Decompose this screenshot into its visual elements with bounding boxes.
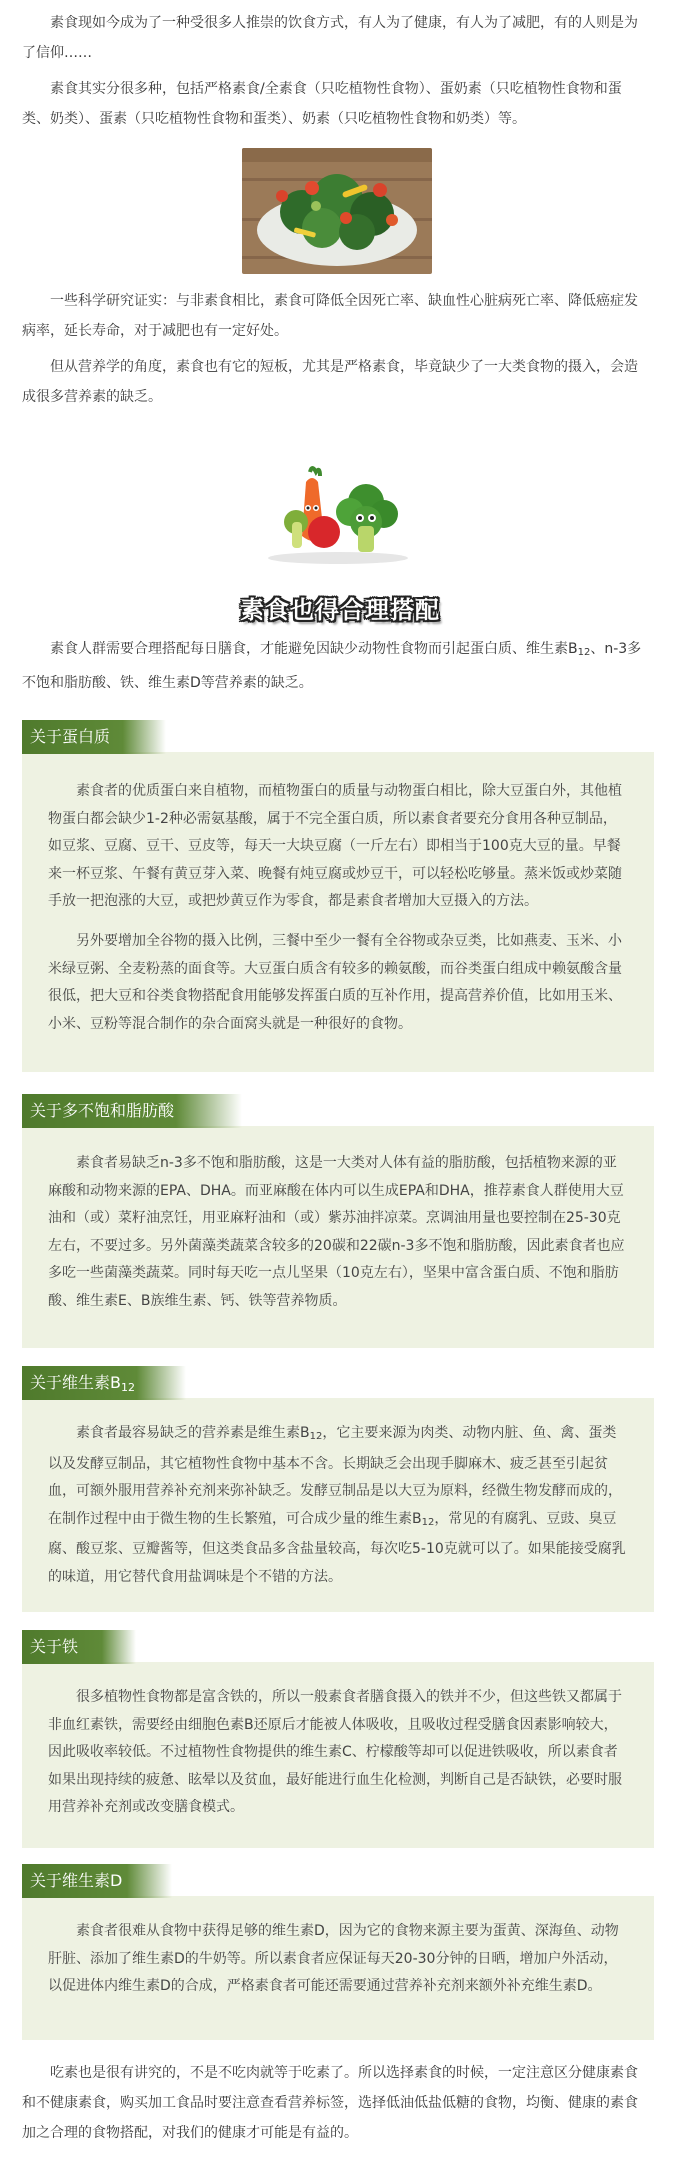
protein-paragraph-1: 素食者的优质蛋白来自植物，而植物蛋白的质量与动物蛋白相比，除大豆蛋白外，其他植物蛋白都会缺少1-2种必需氨基酸，属于不完全蛋白质，所以素食者要充分食用各种豆制品，如豆浆、豆腐、豆干、豆皮等，每天一大块豆腐（一斤左右）即相当于100克大豆的量。早餐来一杯豆浆、午餐有黄豆芽入菜、晚餐有炖豆腐或炒豆干，可以轻松吃够量。蒸米饭或炒菜随手放一把泡涨的大豆，或把炒黄豆作为零食，都是素食者增加大豆摄入的方法。 [48, 783, 622, 909]
cartoon-vegetables-image [254, 462, 420, 566]
closing-paragraph: 吃素也是很有讲究的，不是不吃肉就等于吃素了。所以选择素食的时候，一定注意区分健康素食和不健康素食，购买加工食品时要注意查看营养标签，选择低油低盐低糖的食物，均衡、健康的素食加之合理的食物搭配，对我们的健康才可能是有益的。 [22, 2065, 638, 2141]
vitamin-b12-paragraph: 素食者最容易缺乏的营养素是维生素$B_{12}$，它主要来源为肉类、动物内脏、鱼、禽、蛋类以及发酵豆制品，其它植物性食物中基本不含。长期缺乏会出现手脚麻木、疲乏甚至引起贫血，可额外服用营养补充剂来弥补缺乏。发酵豆制品是以大豆为原料，经微生物发酵而成的，在制作过程中由于微生物的生长繁殖，可合成少量的维生素$B_{12}$，常见的有腐乳、豆豉、臭豆腐、酸豆浆、豆瓣酱等，但这类食品多含盐量较高，每次吃5-10克就可以了。如果能接受腐乳的味道，用它替代食用盐调味是个不错的方法。 [48, 1425, 626, 1585]
iron-tag: 关于铁 [22, 1630, 136, 1664]
intro-paragraph-2: 素食其实分很多种，包括严格素食/全素食（只吃植物性食物）、蛋奶素（只吃植物性食物和蛋类、奶类）、蛋素（只吃植物性食物和蛋类）、奶素（只吃植物性食物和奶类）等。 [22, 81, 622, 127]
salad-illustration [242, 148, 432, 274]
heading-paragraph: 素食人群需要合理搭配每日膳食，才能避免因缺少动物性食物而引起蛋白质、维生素$B_{12}$、n-3多不饱和脂肪酸、铁、维生素D等营养素的缺乏。 [22, 641, 642, 691]
vitamin-d-tag: 关于维生素D [22, 1864, 172, 1898]
intro-paragraph-4: 但从营养学的角度，素食也有它的短板，尤其是严格素食，毕竟缺少了一大类食物的摄入，会造成很多营养素的缺乏。 [22, 359, 638, 405]
protein-tag: 关于蛋白质 [22, 720, 166, 754]
vitamin-d-paragraph: 素食者很难从食物中获得足够的维生素D，因为它的食物来源主要为蛋黄、深海鱼、动物肝脏、添加了维生素D的牛奶等。所以素食者应保证每天20-30分钟的日晒，增加户外活动，以促进体内维生素D的合成，严格素食者可能还需要通过营养补充剂来额外补充维生素D。 [48, 1923, 619, 1994]
cartoon-vegetables-illustration [254, 462, 420, 566]
fatty-acid-tag: 关于多不饱和脂肪酸 [22, 1094, 242, 1128]
fatty-acid-paragraph: 素食者易缺乏n-3多不饱和脂肪酸，这是一大类对人体有益的脂肪酸，包括植物来源的亚麻酸和动物来源的EPA、DHA。而亚麻酸在体内可以生成EPA和DHA，推荐素食人群使用大豆油和（或）菜籽油烹饪，用亚麻籽油和（或）紫苏油拌凉菜。烹调油用量也要控制在25-30克左右，不要过多。另外菌藻类蔬菜含较多的20碳和22碳n-3多不饱和脂肪酸，因此素食者也应多吃一些菌藻类蔬菜。同时每天吃一点儿坚果（10克左右），坚果中富含蛋白质、不饱和脂肪酸、维生素E、B族维生素、钙、铁等营养物质。 [48, 1155, 625, 1309]
iron-paragraph: 很多植物性食物都是富含铁的，所以一般素食者膳食摄入的铁并不少，但这些铁又都属于非血红素铁，需要经由细胞色素B还原后才能被人体吸收，且吸收过程受膳食因素影响较大，因此吸收率较低。不过植物性食物提供的维生素C、柠檬酸等却可以促进铁吸收，所以素食者如果出现持续的疲惫、眩晕以及贫血，最好能进行血生化检测，判断自己是否缺铁，必要时服用营养补充剂或改变膳食模式。 [48, 1689, 622, 1815]
intro-paragraph-1: 素食现如今成为了一种受很多人推崇的饮食方式，有人为了健康，有人为了减肥，有的人则是为了信仰…… [22, 15, 638, 61]
vitamin-b12-tag: 关于维生素$B_{12}$ [22, 1366, 186, 1400]
vegetable-salad-photo [242, 148, 432, 274]
protein-paragraph-2: 另外要增加全谷物的摄入比例，三餐中至少一餐有全谷物或杂豆类，比如燕麦、玉米、小米绿豆粥、全麦粉蒸的面食等。大豆蛋白质含有较多的赖氨酸，而谷类蛋白组成中赖氨酸含量很低，把大豆和谷类食物搭配食用能够发挥蛋白质的互补作用，提高营养价值，比如用玉米、小米、豆粉等混合制作的杂合面窝头就是一种很好的食物。 [48, 933, 622, 1032]
intro-paragraph-3: 一些科学研究证实：与非素食相比，素食可降低全因死亡率、缺血性心脏病死亡率、降低癌症发病率，延长寿命，对于减肥也有一定好处。 [22, 293, 638, 339]
section-heading: 素食也得合理搭配 [240, 596, 440, 624]
